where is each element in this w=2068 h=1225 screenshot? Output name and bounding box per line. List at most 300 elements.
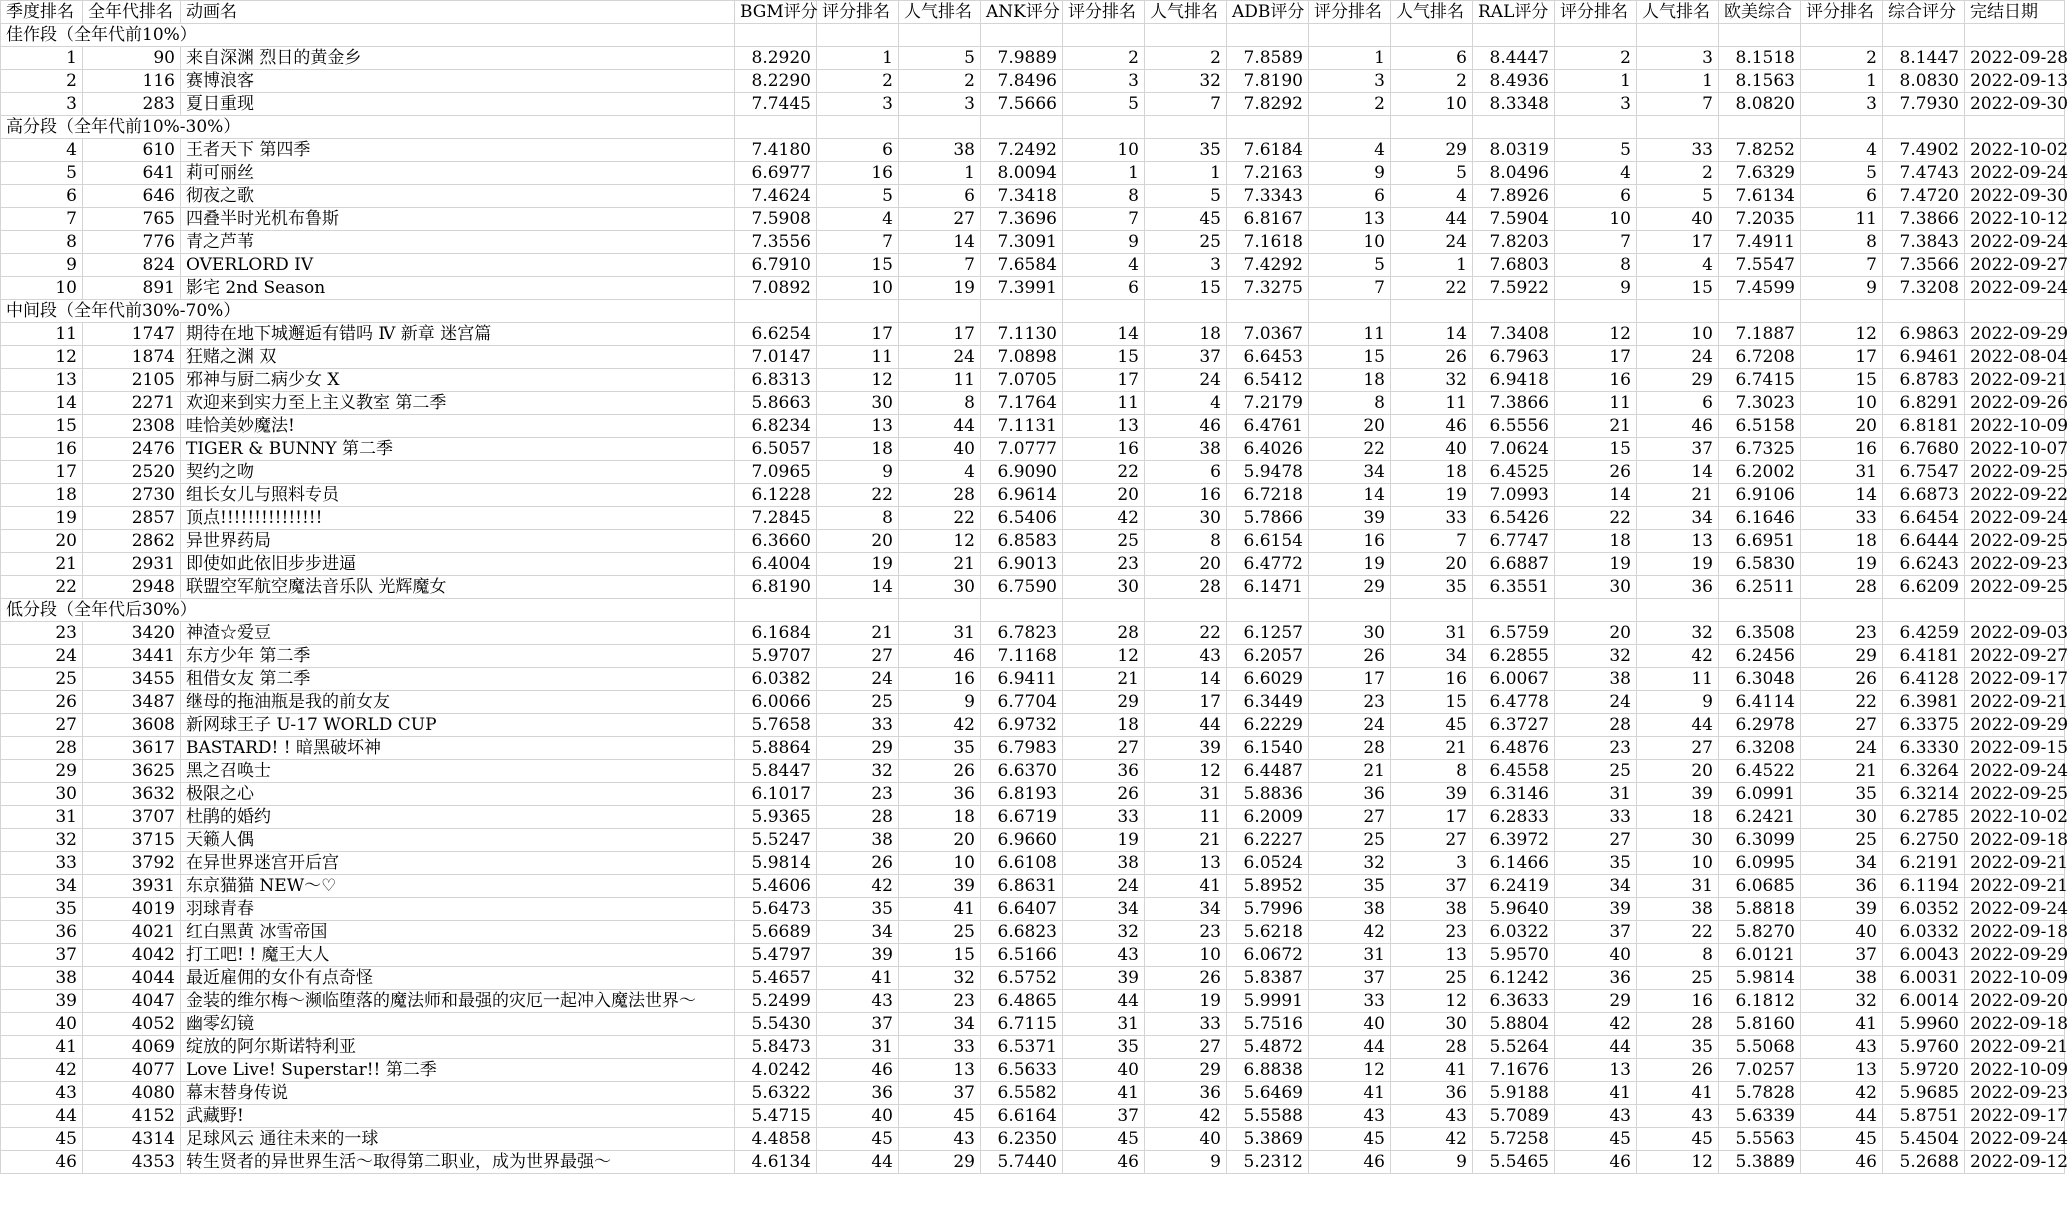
cell-season-rank[interactable]: 14 <box>1 392 83 415</box>
cell-end-date[interactable]: 2022-10-02 <box>1965 139 2065 162</box>
empty-cell[interactable] <box>1965 599 2065 622</box>
cell-bgm-score-rank[interactable]: 16 <box>817 162 899 185</box>
cell-anime-name[interactable]: 打工吧! ! 魔王大人 <box>181 944 735 967</box>
cell-all-time-rank[interactable]: 3625 <box>83 760 181 783</box>
cell-bgm-popularity-rank[interactable]: 13 <box>899 1059 981 1082</box>
cell-end-date[interactable]: 2022-09-21 <box>1965 1036 2065 1059</box>
cell-adb-score-rank[interactable]: 12 <box>1309 1059 1391 1082</box>
cell-adb-popularity-rank[interactable]: 44 <box>1391 208 1473 231</box>
cell-ral-popularity-rank[interactable]: 26 <box>1637 1059 1719 1082</box>
cell-western-composite-rank[interactable]: 8 <box>1801 231 1883 254</box>
empty-cell[interactable] <box>981 116 1063 139</box>
cell-western-composite[interactable]: 6.4522 <box>1719 760 1801 783</box>
cell-season-rank[interactable]: 38 <box>1 967 83 990</box>
cell-season-rank[interactable]: 7 <box>1 208 83 231</box>
cell-bgm-score[interactable]: 7.0965 <box>735 461 817 484</box>
cell-adb-score-rank[interactable]: 17 <box>1309 668 1391 691</box>
empty-cell[interactable] <box>1227 599 1309 622</box>
cell-ank-popularity-rank[interactable]: 31 <box>1145 783 1227 806</box>
cell-western-composite[interactable]: 6.1812 <box>1719 990 1801 1013</box>
cell-ank-popularity-rank[interactable]: 9 <box>1145 1151 1227 1174</box>
cell-adb-popularity-rank[interactable]: 32 <box>1391 369 1473 392</box>
cell-bgm-score[interactable]: 6.6977 <box>735 162 817 185</box>
cell-ral-score-rank[interactable]: 17 <box>1555 346 1637 369</box>
cell-all-time-rank[interactable]: 610 <box>83 139 181 162</box>
cell-western-composite[interactable]: 6.6951 <box>1719 530 1801 553</box>
cell-ank-score[interactable]: 7.6584 <box>981 254 1063 277</box>
cell-anime-name[interactable]: 异世界药局 <box>181 530 735 553</box>
cell-ral-score[interactable]: 6.4525 <box>1473 461 1555 484</box>
cell-end-date[interactable]: 2022-09-24 <box>1965 277 2065 300</box>
cell-adb-popularity-rank[interactable]: 46 <box>1391 415 1473 438</box>
cell-anime-name[interactable]: 金装的维尔梅～濒临堕落的魔法师和最强的灾厄一起冲入魔法世界～ <box>181 990 735 1013</box>
cell-bgm-score-rank[interactable]: 37 <box>817 1013 899 1036</box>
cell-bgm-popularity-rank[interactable]: 41 <box>899 898 981 921</box>
cell-ral-popularity-rank[interactable]: 10 <box>1637 852 1719 875</box>
cell-western-composite-rank[interactable]: 45 <box>1801 1128 1883 1151</box>
cell-overall-score[interactable]: 8.0830 <box>1883 70 1965 93</box>
cell-end-date[interactable]: 2022-08-04 <box>1965 346 2065 369</box>
cell-ank-score[interactable]: 6.5406 <box>981 507 1063 530</box>
cell-adb-score-rank[interactable]: 32 <box>1309 852 1391 875</box>
empty-cell[interactable] <box>1555 599 1637 622</box>
cell-bgm-popularity-rank[interactable]: 10 <box>899 852 981 875</box>
cell-ral-score-rank[interactable]: 5 <box>1555 139 1637 162</box>
cell-season-rank[interactable]: 22 <box>1 576 83 599</box>
cell-overall-score[interactable]: 6.0043 <box>1883 944 1965 967</box>
empty-cell[interactable] <box>1637 599 1719 622</box>
cell-ral-score[interactable]: 8.3348 <box>1473 93 1555 116</box>
cell-overall-score[interactable]: 6.8783 <box>1883 369 1965 392</box>
cell-western-composite-rank[interactable]: 16 <box>1801 438 1883 461</box>
cell-adb-popularity-rank[interactable]: 16 <box>1391 668 1473 691</box>
empty-cell[interactable] <box>1227 116 1309 139</box>
cell-ank-score[interactable]: 7.0705 <box>981 369 1063 392</box>
cell-all-time-rank[interactable]: 2476 <box>83 438 181 461</box>
cell-adb-score-rank[interactable]: 13 <box>1309 208 1391 231</box>
cell-season-rank[interactable]: 4 <box>1 139 83 162</box>
cell-anime-name[interactable]: 邪神与厨二病少女 X <box>181 369 735 392</box>
empty-cell[interactable] <box>817 24 899 47</box>
cell-ank-score-rank[interactable]: 30 <box>1063 576 1145 599</box>
cell-adb-score-rank[interactable]: 7 <box>1309 277 1391 300</box>
cell-ank-score[interactable]: 6.7704 <box>981 691 1063 714</box>
cell-bgm-popularity-rank[interactable]: 39 <box>899 875 981 898</box>
cell-ral-score[interactable]: 6.2833 <box>1473 806 1555 829</box>
cell-ral-popularity-rank[interactable]: 45 <box>1637 1128 1719 1151</box>
cell-overall-score[interactable]: 5.9720 <box>1883 1059 1965 1082</box>
cell-season-rank[interactable]: 23 <box>1 622 83 645</box>
cell-anime-name[interactable]: 彻夜之歌 <box>181 185 735 208</box>
cell-ank-score[interactable]: 7.3696 <box>981 208 1063 231</box>
cell-adb-popularity-rank[interactable]: 43 <box>1391 1105 1473 1128</box>
cell-bgm-score-rank[interactable]: 40 <box>817 1105 899 1128</box>
cell-bgm-score[interactable]: 7.4624 <box>735 185 817 208</box>
cell-ral-popularity-rank[interactable]: 24 <box>1637 346 1719 369</box>
cell-bgm-score[interactable]: 6.1017 <box>735 783 817 806</box>
cell-ral-score-rank[interactable]: 22 <box>1555 507 1637 530</box>
cell-adb-popularity-rank[interactable]: 29 <box>1391 139 1473 162</box>
cell-ral-popularity-rank[interactable]: 44 <box>1637 714 1719 737</box>
cell-anime-name[interactable]: 赛博浪客 <box>181 70 735 93</box>
cell-end-date[interactable]: 2022-10-07 <box>1965 438 2065 461</box>
cell-adb-popularity-rank[interactable]: 31 <box>1391 622 1473 645</box>
empty-cell[interactable] <box>1883 300 1965 323</box>
cell-ral-score-rank[interactable]: 40 <box>1555 944 1637 967</box>
cell-ank-score[interactable]: 6.5582 <box>981 1082 1063 1105</box>
cell-ank-score[interactable]: 6.7823 <box>981 622 1063 645</box>
cell-bgm-score[interactable]: 6.8190 <box>735 576 817 599</box>
cell-season-rank[interactable]: 42 <box>1 1059 83 1082</box>
cell-ral-popularity-rank[interactable]: 5 <box>1637 185 1719 208</box>
cell-ank-popularity-rank[interactable]: 11 <box>1145 806 1227 829</box>
section-label[interactable]: 中间段（全年代前30%-70%） <box>1 300 735 323</box>
cell-ank-score[interactable]: 6.9614 <box>981 484 1063 507</box>
cell-bgm-popularity-rank[interactable]: 43 <box>899 1128 981 1151</box>
header-cell-ank-score[interactable]: ANK评分 <box>981 1 1063 24</box>
cell-overall-score[interactable]: 6.6209 <box>1883 576 1965 599</box>
cell-ank-score-rank[interactable]: 43 <box>1063 944 1145 967</box>
cell-adb-score[interactable]: 5.2312 <box>1227 1151 1309 1174</box>
cell-ank-popularity-rank[interactable]: 36 <box>1145 1082 1227 1105</box>
cell-ank-score[interactable]: 6.9660 <box>981 829 1063 852</box>
cell-ral-popularity-rank[interactable]: 32 <box>1637 622 1719 645</box>
cell-anime-name[interactable]: 幽零幻镜 <box>181 1013 735 1036</box>
cell-end-date[interactable]: 2022-09-24 <box>1965 231 2065 254</box>
cell-western-composite-rank[interactable]: 19 <box>1801 553 1883 576</box>
cell-ral-score[interactable]: 6.1466 <box>1473 852 1555 875</box>
cell-ank-score[interactable]: 7.3991 <box>981 277 1063 300</box>
cell-ank-score[interactable]: 7.8496 <box>981 70 1063 93</box>
cell-bgm-score[interactable]: 5.4657 <box>735 967 817 990</box>
cell-season-rank[interactable]: 16 <box>1 438 83 461</box>
cell-western-composite-rank[interactable]: 24 <box>1801 737 1883 760</box>
cell-bgm-popularity-rank[interactable]: 33 <box>899 1036 981 1059</box>
empty-cell[interactable] <box>1801 300 1883 323</box>
cell-adb-score-rank[interactable]: 33 <box>1309 990 1391 1013</box>
header-cell-ral-popularity-rank[interactable]: 人气排名 <box>1637 1 1719 24</box>
cell-ral-score-rank[interactable]: 16 <box>1555 369 1637 392</box>
cell-ank-score-rank[interactable]: 19 <box>1063 829 1145 852</box>
cell-bgm-popularity-rank[interactable]: 16 <box>899 668 981 691</box>
cell-western-composite-rank[interactable]: 40 <box>1801 921 1883 944</box>
cell-ank-score[interactable]: 7.1131 <box>981 415 1063 438</box>
empty-cell[interactable] <box>1719 24 1801 47</box>
cell-bgm-score[interactable]: 7.2845 <box>735 507 817 530</box>
cell-adb-popularity-rank[interactable]: 20 <box>1391 553 1473 576</box>
cell-western-composite-rank[interactable]: 41 <box>1801 1013 1883 1036</box>
cell-overall-score[interactable]: 7.4720 <box>1883 185 1965 208</box>
cell-ank-score-rank[interactable]: 22 <box>1063 461 1145 484</box>
cell-end-date[interactable]: 2022-09-21 <box>1965 691 2065 714</box>
cell-ank-popularity-rank[interactable]: 5 <box>1145 185 1227 208</box>
cell-western-composite[interactable]: 5.3889 <box>1719 1151 1801 1174</box>
cell-ank-score-rank[interactable]: 45 <box>1063 1128 1145 1151</box>
cell-overall-score[interactable]: 6.0332 <box>1883 921 1965 944</box>
cell-adb-popularity-rank[interactable]: 8 <box>1391 760 1473 783</box>
cell-bgm-score[interactable]: 5.9814 <box>735 852 817 875</box>
cell-western-composite-rank[interactable]: 22 <box>1801 691 1883 714</box>
cell-anime-name[interactable]: 东京猫猫 NEW～♡ <box>181 875 735 898</box>
cell-ank-score[interactable]: 6.6823 <box>981 921 1063 944</box>
cell-season-rank[interactable]: 29 <box>1 760 83 783</box>
cell-ral-score[interactable]: 6.5556 <box>1473 415 1555 438</box>
cell-ral-score-rank[interactable]: 45 <box>1555 1128 1637 1151</box>
empty-cell[interactable] <box>1391 116 1473 139</box>
cell-adb-score-rank[interactable]: 34 <box>1309 461 1391 484</box>
cell-bgm-score-rank[interactable]: 15 <box>817 254 899 277</box>
cell-ank-score[interactable]: 6.6407 <box>981 898 1063 921</box>
cell-ank-popularity-rank[interactable]: 19 <box>1145 990 1227 1013</box>
cell-end-date[interactable]: 2022-09-20 <box>1965 990 2065 1013</box>
cell-ank-popularity-rank[interactable]: 15 <box>1145 277 1227 300</box>
cell-western-composite-rank[interactable]: 10 <box>1801 392 1883 415</box>
cell-ral-score[interactable]: 7.6803 <box>1473 254 1555 277</box>
cell-western-composite[interactable]: 7.3023 <box>1719 392 1801 415</box>
cell-end-date[interactable]: 2022-09-29 <box>1965 944 2065 967</box>
cell-all-time-rank[interactable]: 3792 <box>83 852 181 875</box>
cell-anime-name[interactable]: 狂赌之渊 双 <box>181 346 735 369</box>
cell-ral-popularity-rank[interactable]: 8 <box>1637 944 1719 967</box>
cell-ral-score[interactable]: 7.5922 <box>1473 277 1555 300</box>
cell-bgm-popularity-rank[interactable]: 28 <box>899 484 981 507</box>
cell-ral-popularity-rank[interactable]: 36 <box>1637 576 1719 599</box>
cell-bgm-score[interactable]: 6.1684 <box>735 622 817 645</box>
empty-cell[interactable] <box>1801 24 1883 47</box>
cell-ank-score-rank[interactable]: 27 <box>1063 737 1145 760</box>
cell-ral-score-rank[interactable]: 3 <box>1555 93 1637 116</box>
cell-ank-popularity-rank[interactable]: 12 <box>1145 760 1227 783</box>
cell-adb-score[interactable]: 5.4872 <box>1227 1036 1309 1059</box>
cell-bgm-popularity-rank[interactable]: 21 <box>899 553 981 576</box>
cell-adb-popularity-rank[interactable]: 40 <box>1391 438 1473 461</box>
cell-western-composite[interactable]: 6.3208 <box>1719 737 1801 760</box>
cell-ank-popularity-rank[interactable]: 8 <box>1145 530 1227 553</box>
cell-ank-score-rank[interactable]: 13 <box>1063 415 1145 438</box>
cell-bgm-popularity-rank[interactable]: 42 <box>899 714 981 737</box>
cell-ral-score-rank[interactable]: 20 <box>1555 622 1637 645</box>
cell-western-composite-rank[interactable]: 28 <box>1801 576 1883 599</box>
cell-ral-popularity-rank[interactable]: 18 <box>1637 806 1719 829</box>
cell-ank-score-rank[interactable]: 20 <box>1063 484 1145 507</box>
cell-ank-score-rank[interactable]: 34 <box>1063 898 1145 921</box>
cell-adb-score-rank[interactable]: 27 <box>1309 806 1391 829</box>
cell-all-time-rank[interactable]: 4353 <box>83 1151 181 1174</box>
cell-ank-score-rank[interactable]: 3 <box>1063 70 1145 93</box>
empty-cell[interactable] <box>1309 599 1391 622</box>
cell-bgm-popularity-rank[interactable]: 46 <box>899 645 981 668</box>
cell-ank-popularity-rank[interactable]: 44 <box>1145 714 1227 737</box>
cell-adb-score[interactable]: 7.6184 <box>1227 139 1309 162</box>
cell-western-composite-rank[interactable]: 35 <box>1801 783 1883 806</box>
empty-cell[interactable] <box>1965 300 2065 323</box>
cell-adb-popularity-rank[interactable]: 41 <box>1391 1059 1473 1082</box>
cell-ank-popularity-rank[interactable]: 13 <box>1145 852 1227 875</box>
cell-all-time-rank[interactable]: 3707 <box>83 806 181 829</box>
cell-ral-score[interactable]: 6.3633 <box>1473 990 1555 1013</box>
cell-ank-score[interactable]: 6.4865 <box>981 990 1063 1013</box>
cell-ank-popularity-rank[interactable]: 38 <box>1145 438 1227 461</box>
cell-anime-name[interactable]: 王者天下 第四季 <box>181 139 735 162</box>
cell-all-time-rank[interactable]: 2948 <box>83 576 181 599</box>
cell-bgm-popularity-rank[interactable]: 17 <box>899 323 981 346</box>
cell-ank-popularity-rank[interactable]: 29 <box>1145 1059 1227 1082</box>
cell-bgm-score-rank[interactable]: 31 <box>817 1036 899 1059</box>
cell-adb-popularity-rank[interactable]: 30 <box>1391 1013 1473 1036</box>
cell-western-composite-rank[interactable]: 18 <box>1801 530 1883 553</box>
cell-ank-popularity-rank[interactable]: 14 <box>1145 668 1227 691</box>
cell-anime-name[interactable]: 顶点!!!!!!!!!!!!!!! <box>181 507 735 530</box>
cell-bgm-score[interactable]: 5.7658 <box>735 714 817 737</box>
cell-end-date[interactable]: 2022-09-23 <box>1965 553 2065 576</box>
cell-western-composite[interactable]: 7.1887 <box>1719 323 1801 346</box>
cell-ank-score-rank[interactable]: 5 <box>1063 93 1145 116</box>
empty-cell[interactable] <box>1637 116 1719 139</box>
cell-ank-score-rank[interactable]: 35 <box>1063 1036 1145 1059</box>
cell-adb-score[interactable]: 6.8167 <box>1227 208 1309 231</box>
cell-bgm-score[interactable]: 5.6473 <box>735 898 817 921</box>
cell-ral-score[interactable]: 5.9640 <box>1473 898 1555 921</box>
cell-overall-score[interactable]: 6.3375 <box>1883 714 1965 737</box>
cell-western-composite-rank[interactable]: 43 <box>1801 1036 1883 1059</box>
cell-adb-score-rank[interactable]: 4 <box>1309 139 1391 162</box>
cell-bgm-score-rank[interactable]: 22 <box>817 484 899 507</box>
cell-adb-score[interactable]: 6.1257 <box>1227 622 1309 645</box>
cell-adb-popularity-rank[interactable]: 35 <box>1391 576 1473 599</box>
cell-ank-score-rank[interactable]: 24 <box>1063 875 1145 898</box>
cell-western-composite[interactable]: 7.4911 <box>1719 231 1801 254</box>
cell-adb-score-rank[interactable]: 37 <box>1309 967 1391 990</box>
cell-adb-score[interactable]: 5.7996 <box>1227 898 1309 921</box>
cell-ral-score[interactable]: 7.0993 <box>1473 484 1555 507</box>
cell-western-composite-rank[interactable]: 37 <box>1801 944 1883 967</box>
cell-season-rank[interactable]: 2 <box>1 70 83 93</box>
cell-adb-score[interactable]: 6.7218 <box>1227 484 1309 507</box>
cell-season-rank[interactable]: 28 <box>1 737 83 760</box>
cell-ank-score[interactable]: 7.3418 <box>981 185 1063 208</box>
cell-ral-score[interactable]: 6.7747 <box>1473 530 1555 553</box>
cell-ank-score-rank[interactable]: 15 <box>1063 346 1145 369</box>
cell-adb-score[interactable]: 7.1618 <box>1227 231 1309 254</box>
cell-ral-score-rank[interactable]: 36 <box>1555 967 1637 990</box>
cell-ank-score[interactable]: 6.6370 <box>981 760 1063 783</box>
cell-season-rank[interactable]: 24 <box>1 645 83 668</box>
cell-end-date[interactable]: 2022-09-13 <box>1965 70 2065 93</box>
cell-bgm-popularity-rank[interactable]: 18 <box>899 806 981 829</box>
cell-adb-score[interactable]: 6.6029 <box>1227 668 1309 691</box>
cell-bgm-score[interactable]: 7.5908 <box>735 208 817 231</box>
cell-ral-score[interactable]: 6.4558 <box>1473 760 1555 783</box>
cell-western-composite[interactable]: 5.5068 <box>1719 1036 1801 1059</box>
cell-overall-score[interactable]: 6.2785 <box>1883 806 1965 829</box>
cell-ank-score[interactable]: 6.8193 <box>981 783 1063 806</box>
cell-bgm-score[interactable]: 8.2290 <box>735 70 817 93</box>
cell-anime-name[interactable]: 武藏野! <box>181 1105 735 1128</box>
cell-ank-score-rank[interactable]: 41 <box>1063 1082 1145 1105</box>
cell-adb-score[interactable]: 5.8387 <box>1227 967 1309 990</box>
cell-ral-score-rank[interactable]: 31 <box>1555 783 1637 806</box>
empty-cell[interactable] <box>1883 599 1965 622</box>
cell-western-composite[interactable]: 6.3508 <box>1719 622 1801 645</box>
cell-western-composite[interactable]: 7.8252 <box>1719 139 1801 162</box>
cell-overall-score[interactable]: 7.3843 <box>1883 231 1965 254</box>
cell-ral-score-rank[interactable]: 6 <box>1555 185 1637 208</box>
cell-ank-score[interactable]: 6.2350 <box>981 1128 1063 1151</box>
empty-cell[interactable] <box>1965 24 2065 47</box>
header-cell-ank-score-rank[interactable]: 评分排名 <box>1063 1 1145 24</box>
cell-ank-popularity-rank[interactable]: 7 <box>1145 93 1227 116</box>
cell-western-composite-rank[interactable]: 32 <box>1801 990 1883 1013</box>
cell-ank-score-rank[interactable]: 8 <box>1063 185 1145 208</box>
header-cell-adb-popularity-rank[interactable]: 人气排名 <box>1391 1 1473 24</box>
cell-anime-name[interactable]: 哇恰美妙魔法! <box>181 415 735 438</box>
cell-overall-score[interactable]: 6.3214 <box>1883 783 1965 806</box>
cell-season-rank[interactable]: 1 <box>1 47 83 70</box>
cell-western-composite-rank[interactable]: 6 <box>1801 185 1883 208</box>
cell-adb-popularity-rank[interactable]: 26 <box>1391 346 1473 369</box>
cell-ral-score[interactable]: 6.3727 <box>1473 714 1555 737</box>
cell-bgm-score-rank[interactable]: 46 <box>817 1059 899 1082</box>
cell-season-rank[interactable]: 36 <box>1 921 83 944</box>
cell-ank-score[interactable]: 6.5752 <box>981 967 1063 990</box>
empty-cell[interactable] <box>1063 300 1145 323</box>
cell-ral-popularity-rank[interactable]: 14 <box>1637 461 1719 484</box>
empty-cell[interactable] <box>1883 24 1965 47</box>
cell-adb-score-rank[interactable]: 21 <box>1309 760 1391 783</box>
cell-adb-score[interactable]: 5.6218 <box>1227 921 1309 944</box>
cell-overall-score[interactable]: 6.3981 <box>1883 691 1965 714</box>
cell-adb-score[interactable]: 5.3869 <box>1227 1128 1309 1151</box>
empty-cell[interactable] <box>1473 599 1555 622</box>
cell-western-composite[interactable]: 6.7415 <box>1719 369 1801 392</box>
cell-ank-score-rank[interactable]: 38 <box>1063 852 1145 875</box>
cell-ral-score[interactable]: 6.2419 <box>1473 875 1555 898</box>
cell-western-composite[interactable]: 6.0685 <box>1719 875 1801 898</box>
cell-adb-popularity-rank[interactable]: 6 <box>1391 47 1473 70</box>
cell-ral-score[interactable]: 6.6887 <box>1473 553 1555 576</box>
cell-overall-score[interactable]: 5.9685 <box>1883 1082 1965 1105</box>
cell-adb-popularity-rank[interactable]: 14 <box>1391 323 1473 346</box>
cell-ral-score[interactable]: 5.5264 <box>1473 1036 1555 1059</box>
cell-bgm-score[interactable]: 6.7910 <box>735 254 817 277</box>
cell-ral-score-rank[interactable]: 15 <box>1555 438 1637 461</box>
cell-bgm-popularity-rank[interactable]: 4 <box>899 461 981 484</box>
cell-ank-score[interactable]: 6.5633 <box>981 1059 1063 1082</box>
cell-season-rank[interactable]: 10 <box>1 277 83 300</box>
cell-ank-score[interactable]: 6.5371 <box>981 1036 1063 1059</box>
cell-ral-score-rank[interactable]: 18 <box>1555 530 1637 553</box>
cell-bgm-score-rank[interactable]: 14 <box>817 576 899 599</box>
cell-ank-score-rank[interactable]: 31 <box>1063 1013 1145 1036</box>
cell-anime-name[interactable]: 在异世界迷宫开后宫 <box>181 852 735 875</box>
cell-anime-name[interactable]: 黑之召唤士 <box>181 760 735 783</box>
cell-western-composite[interactable]: 6.2002 <box>1719 461 1801 484</box>
cell-ral-score-rank[interactable]: 30 <box>1555 576 1637 599</box>
cell-all-time-rank[interactable]: 3455 <box>83 668 181 691</box>
empty-cell[interactable] <box>735 599 817 622</box>
cell-ral-popularity-rank[interactable]: 21 <box>1637 484 1719 507</box>
empty-cell[interactable] <box>735 300 817 323</box>
cell-ral-popularity-rank[interactable]: 38 <box>1637 898 1719 921</box>
cell-bgm-score-rank[interactable]: 35 <box>817 898 899 921</box>
cell-ral-score[interactable]: 6.3551 <box>1473 576 1555 599</box>
header-cell-adb-score[interactable]: ADB评分 <box>1227 1 1309 24</box>
cell-ral-popularity-rank[interactable]: 19 <box>1637 553 1719 576</box>
cell-adb-popularity-rank[interactable]: 23 <box>1391 921 1473 944</box>
cell-ank-popularity-rank[interactable]: 27 <box>1145 1036 1227 1059</box>
cell-western-composite-rank[interactable]: 5 <box>1801 162 1883 185</box>
cell-ral-score[interactable]: 8.4447 <box>1473 47 1555 70</box>
